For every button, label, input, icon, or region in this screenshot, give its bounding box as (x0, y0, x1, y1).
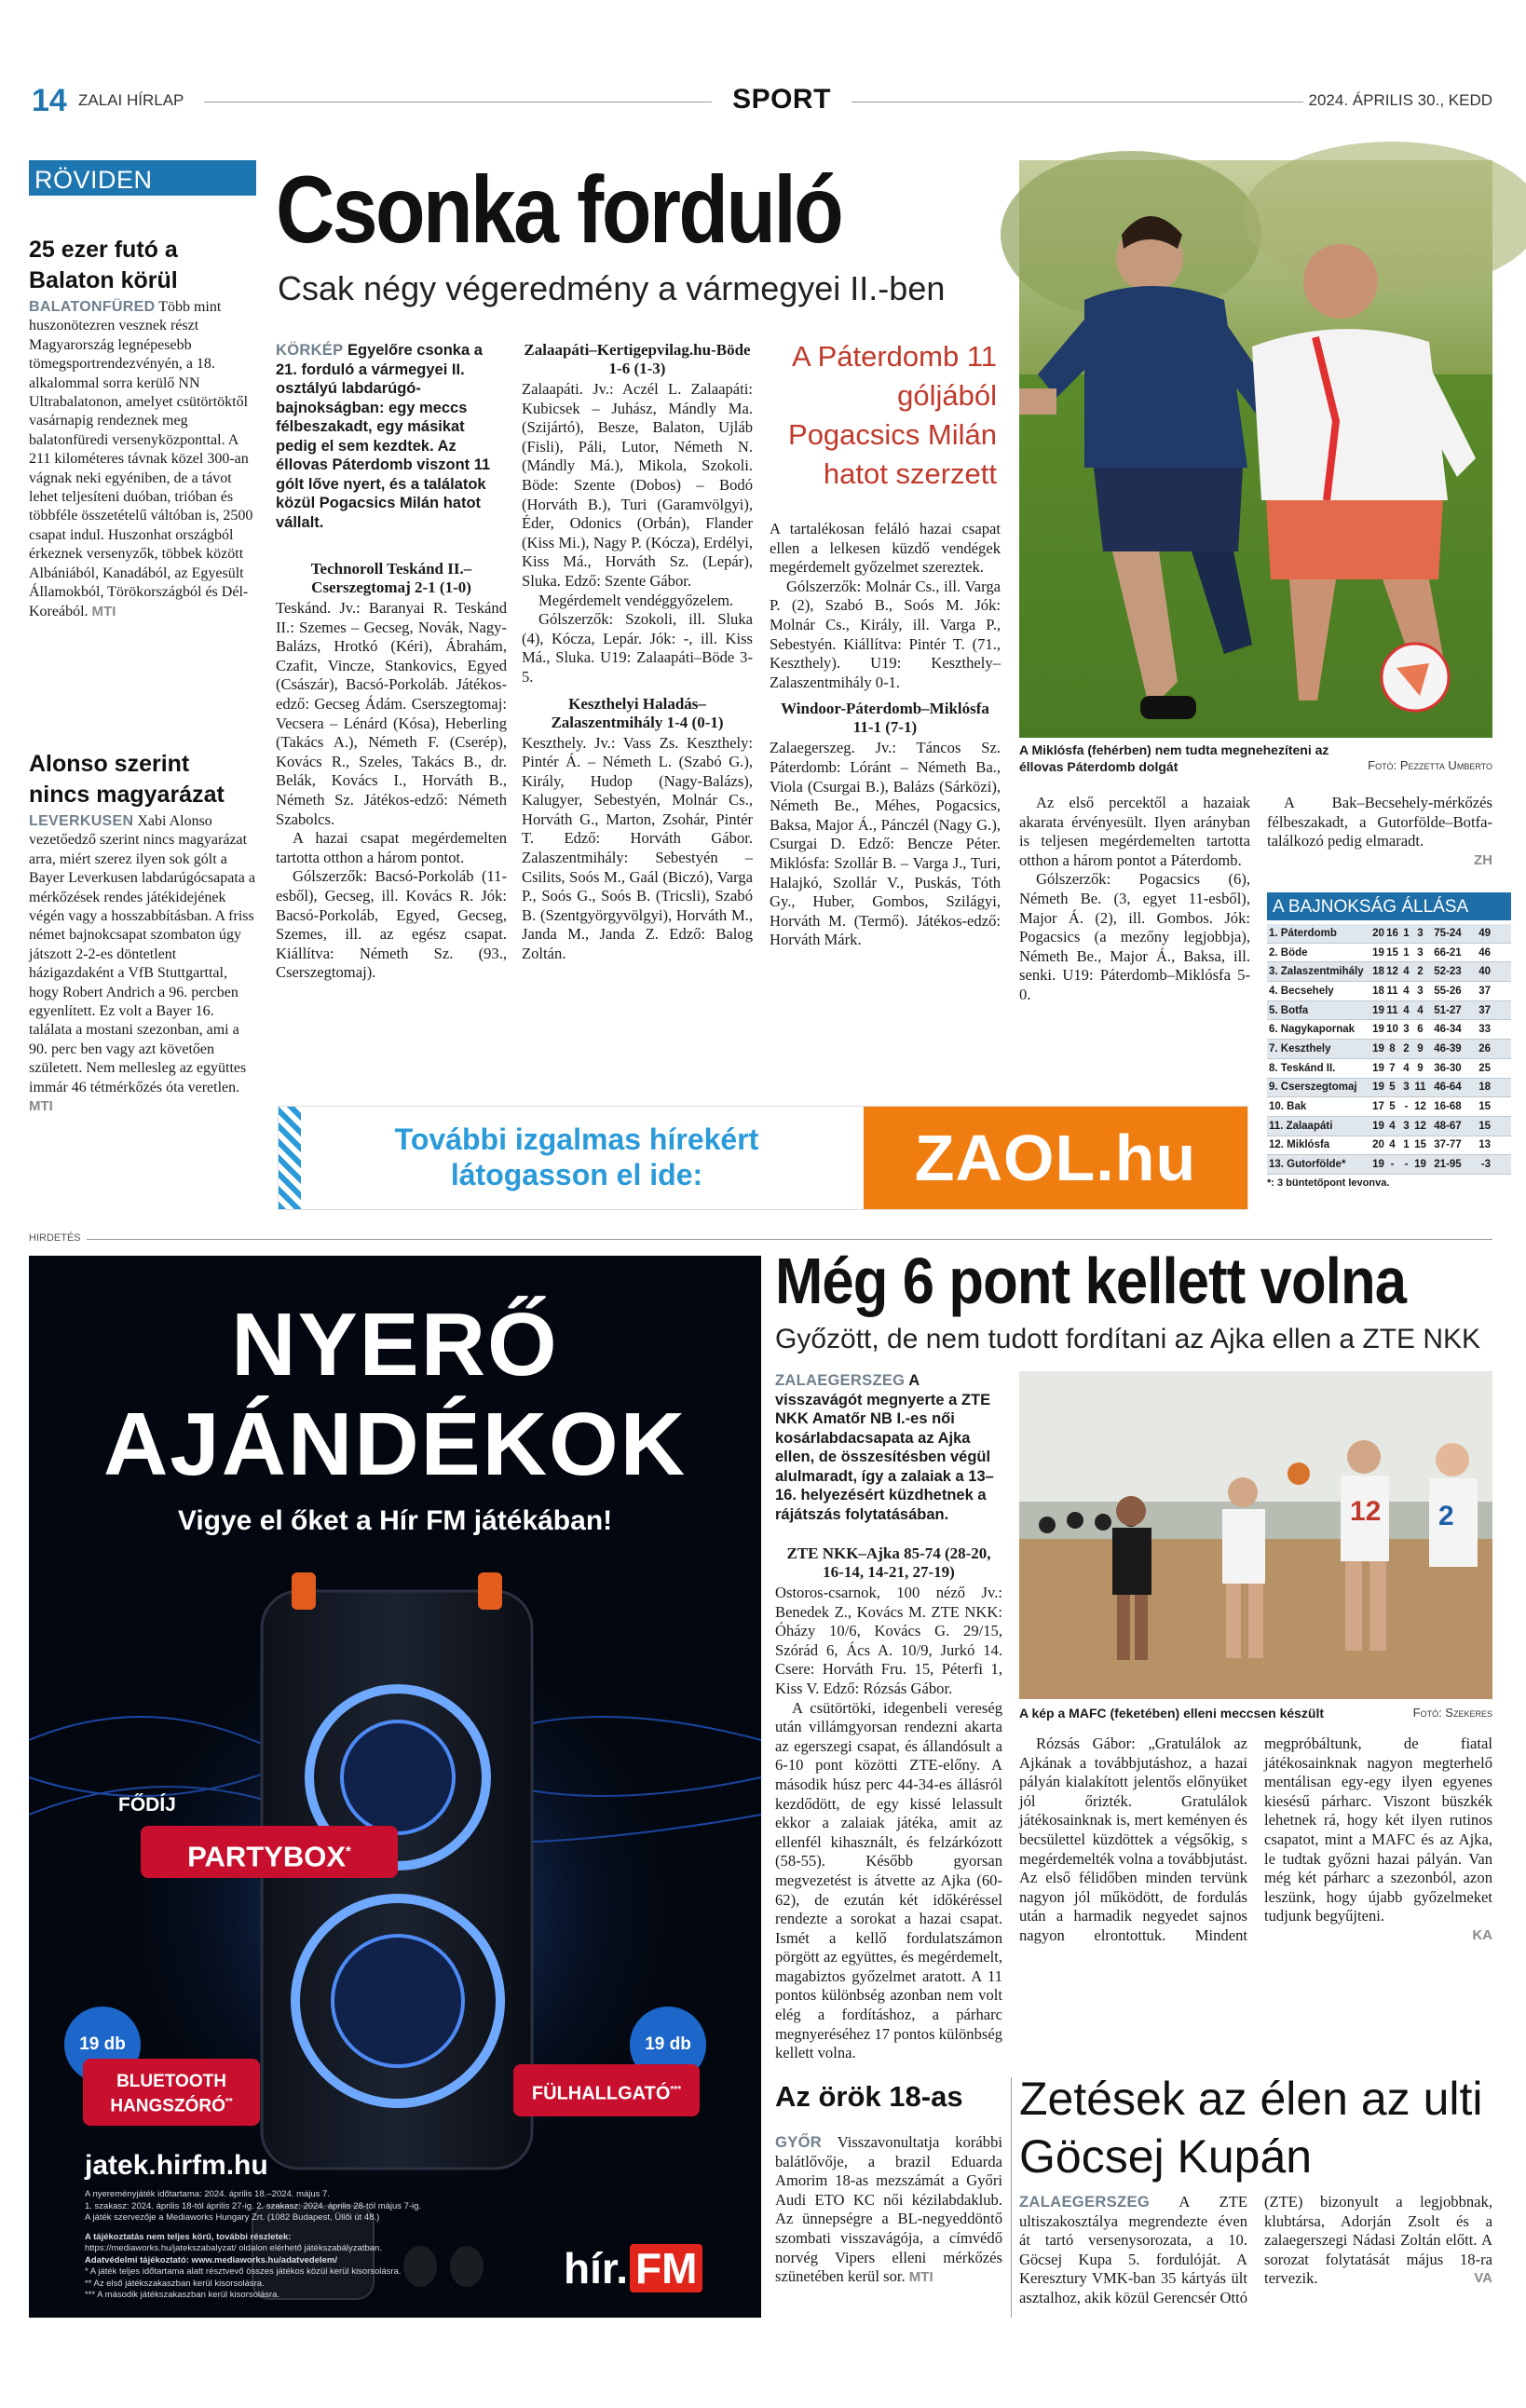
brief-1-body (29, 298, 256, 764)
standings-won: 15 (1386, 946, 1398, 959)
standings-lost: 3 (1417, 946, 1424, 959)
standings-played: 19 (1372, 1120, 1384, 1132)
zetes-body (1019, 2193, 1492, 2320)
standings-goals: 46-34 (1434, 1024, 1462, 1036)
basket-headline: Még 6 pont kellett volna (775, 1245, 1407, 1317)
standings-points: 26 (1478, 1042, 1491, 1054)
brief-1-title: 25 ezer futó a Balaton körül (29, 237, 178, 293)
basket-score-title: ZTE NKK–Ajka 85-74 (28-20, 16-14, 14-21, 27-19) (786, 1544, 991, 1581)
game-2-text: Zalaapáti. Jv.: Aczél L. Zalaapáti: Kubicsek – Juhász, Mándly Ma. (Szijártó), Besze, Balaton, Ujláb (Fisli), Páli, Lutor, Németh N. (Mándly Má.), Mikola, Szokoli. Böde: Szente (Dobos) – Bodó (Horváth B.), Turi (Garamvölgyi), Éder, Odonics (Orbán), Flander (Kiss Mi.), Nagy P. (Kócza), Erdélyi, Kiss Má., Horváth Sz. (Lepár), Sluka. Edző: Szente Gábor. (522, 380, 753, 590)
basket-text-2: A csütörtöki, idegenbeli vereség után villámgyorsan rendezni akarta az egerszegi csapat, és állandósult a 6-10 pont közötti ZTE-előny. A második húsz perc 44-34-es állásról kezdődött, de egy kissé lelassult ekkor a zalaiak játéka, amit az ellenfél kihasznált, és felzárkózott (58-55). Később gyorsan megvezetést is átvette az Ajka (60-62), de ezután két időkéréssel rendezte a sorokat a hazai csapat. Ismét a kellő fordulatszámon pörgött az együttes, és megérdemelt, magabiztos győzelmet aratott. A 11 pontos különbség azonban nem volt elég a fordításhoz, a párharc megnyeréséhez 17 pontos különbség kellett volna. (775, 1698, 1002, 2062)
ad-fine-8: ** Az első játékszakaszban kerül kisorsolásra. (85, 2278, 265, 2289)
standings-points: 46 (1478, 946, 1491, 959)
standings-team-name: 8. Teskánd II. (1269, 1062, 1336, 1074)
standings-points: 37 (1478, 1004, 1491, 1016)
game-5-text: A Bak–Becsehely-mérkőzés félbeszakadt, a Gutorfölde–Botfa-találkozó pedig elmaradt. (1267, 794, 1492, 850)
top-lead-text: Egyelőre csonka a 21. forduló a vármegyei II. osztályú labdarúgó-bajnokságban: egy meccs félbeszakadt, egy másikat pedig el sem kezdtek. Az éllovas Páterdomb viszont 11 gólt lőve nyert, és a találatok közül Pogacsics Milán hatot vállalt. (276, 342, 491, 531)
standings-points: -3 (1480, 1159, 1491, 1171)
banner-stripe (279, 1107, 301, 1209)
game-4-title: Windoor-Páterdomb–Miklósfa 11-1 (7-1) (781, 700, 989, 737)
top-col-2 (522, 341, 753, 1086)
briefs-label: RÖVIDEN (29, 160, 256, 196)
basket-kicker: ZALAEGERSZEG (775, 1372, 906, 1389)
standings-points: 15 (1478, 1101, 1491, 1113)
zetes-title: Zetések az élen az ulti Göcsej Kupán (1019, 2073, 1483, 2183)
ad-fine-7: * A játék teljes időtartama alatt résztvevő összes játékos közül kerül kisorsolásra. (85, 2266, 402, 2277)
ad-bluetooth (83, 2059, 260, 2126)
standings-won: 4 (1389, 1120, 1396, 1132)
ad-title-1: NYERŐ (231, 1295, 559, 1394)
standings-played: 17 (1372, 1101, 1384, 1113)
standings-row (1267, 944, 1511, 963)
standings-team-name: 4. Becsehely (1269, 985, 1334, 997)
brief-2-sig: MTI (29, 1098, 53, 1115)
standings-drawn: 4 (1403, 1062, 1410, 1074)
standings-goals: 46-39 (1434, 1042, 1462, 1054)
ad-fineprint (85, 2189, 513, 2302)
standings-won: 7 (1389, 1062, 1396, 1074)
top-lead (276, 341, 507, 532)
standings-lost: 2 (1417, 966, 1424, 978)
top-col-3 (770, 520, 1001, 1086)
standings-played: 19 (1372, 946, 1384, 959)
standings-won: 16 (1386, 927, 1398, 939)
page-header (32, 82, 1492, 119)
standings-lost: 12 (1414, 1101, 1426, 1113)
standings-team-name: 9. Cserszegtomaj (1269, 1082, 1357, 1094)
standings-played: 19 (1372, 1042, 1384, 1054)
orok-text: Visszavonultatja korábbi balátlővője, a brazil Eduarda Amorim 18-as mezszámát a Győri Audi ETO KC női kézilabdaklub. Az ünnepségre a BL-negyeddöntő szombati visszavágója, a címvédő norvég Vipers elleni mérkőzés szünetében kerül sor. (775, 2133, 1002, 2286)
ad-url[interactable]: jatek.hirfm.hu (85, 2150, 268, 2181)
orok-body (775, 2133, 1002, 2320)
standings-goals: 36-30 (1434, 1062, 1462, 1074)
standings-team-name: 11. Zalaapáti (1269, 1120, 1333, 1132)
zetes-sig: VA (1474, 2270, 1492, 2287)
hirfm-logo[interactable] (564, 2243, 702, 2293)
briefs-column (29, 160, 256, 1213)
ad-count-1: 19 db (64, 2007, 141, 2083)
standings-team-name: 10. Bak (1269, 1101, 1307, 1113)
basket-photo-caption: A kép a MAFC (feketében) elleni meccsen készült (1019, 1706, 1325, 1721)
banner-left (279, 1107, 864, 1209)
basket-sig: KA (1472, 1926, 1492, 1943)
standings-played: 20 (1372, 927, 1384, 939)
standings-played: 20 (1372, 1139, 1384, 1151)
ad-bluetooth-sup: ** (225, 2097, 233, 2107)
standings-goals: 51-27 (1434, 1004, 1462, 1016)
ad-fine-5: https://mediaworks.hu/jatekszabalyzat/ oldalon elérhető játékszabályzatban. (85, 2243, 382, 2253)
standings-drawn: 1 (1403, 946, 1410, 959)
top-sig: ZH (1474, 851, 1492, 868)
football-photo-image (1019, 160, 1492, 738)
basket-col-2 (1019, 1735, 1492, 2051)
standings-lost: 4 (1417, 1004, 1424, 1016)
top-headline: Csonka forduló (276, 156, 842, 263)
standings-goals: 46-64 (1434, 1082, 1462, 1094)
brief-1-kicker: BALATONFÜRED (29, 299, 156, 315)
page-number: 14 (32, 83, 67, 118)
basket-photo-image (1019, 1371, 1492, 1699)
ad-partybox-label: PARTYBOX (187, 1840, 347, 1873)
standings-lost: 6 (1417, 1024, 1424, 1036)
standings-lost: 12 (1414, 1120, 1426, 1132)
standings-team-name: 13. Gutorfölde* (1269, 1159, 1346, 1171)
game-1-text3: Gólszerzők: Bacsó-Porkoláb (11-esből), Gecseg, ill. Kovács R. Jók: Bacsó-Porkoláb, Egyed, Gecseg, Szemes, ill. az egész csapat. Kiállítva: Németh Sz. (93., Cserszegtomaj). (276, 867, 507, 982)
standings-goals: 75-24 (1434, 927, 1462, 939)
brief-2-body (29, 812, 256, 1213)
pull-quote: A Páterdomb 11 góljából Pogacsics Milán hatot szerzett (788, 340, 997, 490)
standings-played: 19 (1372, 1004, 1384, 1016)
zaol-banner[interactable] (278, 1106, 1248, 1210)
standings-played: 19 (1372, 1159, 1384, 1171)
basket-text-3: Rózsás Gábor: „Gratulálok az Ajkának a továbbjutáshoz, a hazai pályán kialakított jelentős előnyüket jól őrizték. Gratulálok játékosainknak is, mert keményen és becsülettel küzdöttek a végsőkig, s megérdemelték volna a továbbjutást. Az első félidőben minden tervünk nagyon jól működött, de fordulás után a harmadik negyedet sajnos nagyon elrontottuk. Mindent megpróbáltunk, de fiatal játékosainknak nagyon megterhelő mentálisan egy-egy ilyen egyenes kiesésű párharc. Viszont büszkék lehetnek rá, hogy két ilyen rutinos csapatot, mint a MAFC és az Ajka, le tudtak győzni hazai pályán. Van még két párharc a szezonból, azon leszünk, hogy újabb győzelmeket tudjunk begyűjteni. (1019, 1735, 1492, 1944)
top-col-5 (1267, 794, 1492, 877)
game-4-text: Zalaegerszeg. Jv.: Táncos Sz. Páterdomb: Lóránt – Németh Ba., Viola (Csurgai B.), Balázs (Sárközi), Németh Be., Méhes, Pogacsics, Baksa, Major Á., Pánczél (Nagy G.), Csurgai D. Edző: Bencze Péter. Miklósfa: Szollár B. – Varga J., Turi, Halajkó, Szollár V., Puskás, Tóth Gy., Huber, Gombos, Szilágyi, Horváth M. (Termő). Játékos-edző: Horváth Márk. (770, 739, 1001, 949)
standings-row (1267, 982, 1511, 1001)
ad-earphones-label: FÜLHALLGATÓ (531, 2083, 671, 2104)
standings-won: 4 (1389, 1139, 1396, 1151)
standings-row (1267, 1040, 1511, 1059)
standings-row (1267, 1020, 1511, 1040)
ad-fine-9: *** A második játékszakaszban kerül kisorsolásra. (85, 2290, 280, 2300)
standings-points: 37 (1478, 985, 1491, 997)
top-col-4 (1019, 794, 1250, 1086)
game-1-title: Technoroll Teskánd II.–Cserszegtomaj 2-1 (1-0) (310, 560, 472, 596)
ad-fine-6: Adatvédelmi tájékoztató: www.mediaworks.hu/adatvedelem/ (85, 2254, 338, 2265)
standings-points: 25 (1478, 1062, 1491, 1074)
ad-earphones-sup: *** (670, 2085, 682, 2095)
standings-points: 15 (1478, 1120, 1491, 1132)
standings-won: 5 (1389, 1082, 1396, 1094)
orok-kicker: GYŐR (775, 2133, 823, 2151)
page-date: 2024. ÁPRILIS 30., KEDD (1308, 91, 1492, 109)
brief-2-title: Alonso szerint nincs magyarázat (29, 751, 225, 808)
standings-points: 40 (1478, 966, 1491, 978)
basket-lead (775, 1371, 1002, 1524)
standings-row (1267, 924, 1511, 944)
standings-note: *: 3 büntetőpont levonva. (1267, 1177, 1390, 1189)
standings-lost: 9 (1417, 1062, 1424, 1074)
standings-row (1267, 962, 1511, 982)
standings-drawn: 4 (1403, 1004, 1410, 1016)
orok-sig: MTI (908, 2269, 933, 2286)
standings-points: 13 (1478, 1139, 1491, 1151)
standings-points: 49 (1478, 927, 1491, 939)
game-1-text: Teskánd. Jv.: Baranyai R. Teskánd II.: Szemes – Gecseg, Novák, Nagy-Balázs, Hrotkó (Kéri), Ábrahám, Czafit, Vincze, Stankovics, Egyed (Császár), Bacsó-Porkoláb. Játékos-edző: Gecseg Ádám. Cserszegtomaj: Vecsera – Lénárd (Kósa), Heberling (Takács A.), Németh F. (Cserép), Kovács R., Szeles, Takács B., dr. Belák, Kovács I., Horváth B., Németh Sz. Játékos-edző: Németh Szabolcs. (276, 599, 507, 828)
standings-played: 19 (1372, 1082, 1384, 1094)
standings-row (1267, 1001, 1511, 1021)
standings-points: 18 (1478, 1082, 1491, 1094)
ad-fine-2: 1. szakasz: 2024. április 18-tól április 27-ig. 2. szakasz: 2024. április 28-tól május 7-ig. (85, 2200, 422, 2211)
standings-drawn: - (1404, 1101, 1409, 1113)
ad-fine-4: A tájékoztatás nem teljes körű, további részletek: (85, 2231, 292, 2242)
brief-1-sig: MTI (91, 603, 116, 619)
game-4-text3: Gólszerzők: Pogacsics (6), Németh Be. (3, egyet 11-esből), Major Á. (2), ill. Gombos. Jók: Pogacsics (a mezőny legjobbja), Németh Be., Major Á., Baksa, ill. senki. U19: Páterdomb–Miklósfa 5-0. (1019, 870, 1250, 1003)
standings-team-name: 7. Keszthely (1269, 1042, 1331, 1054)
football-photo-credit: Fotó: Pezzetta Umberto (1368, 758, 1492, 772)
ad-bluetooth-label: BLUETOOTH HANGSZÓRÓ (110, 2072, 226, 2116)
ad-earphones (513, 2064, 700, 2116)
banner-text: További izgalmas hírekért látogasson el ide: (394, 1122, 759, 1191)
standings-row (1267, 1136, 1511, 1156)
ad-partybox (141, 1826, 398, 1878)
top-kicker: KÖRKÉP (276, 342, 344, 359)
standings-team-name: 1. Páterdomb (1269, 927, 1337, 939)
standings-goals: 55-26 (1434, 985, 1462, 997)
svg-text:12: 12 (1350, 1496, 1382, 1527)
standings-team-name: 5. Botfa (1269, 1004, 1309, 1016)
top-col-1 (276, 341, 507, 1086)
brief-2-kicker: LEVERKUSEN (29, 813, 134, 829)
standings-won: 10 (1386, 1024, 1398, 1036)
standings-goals: 16-68 (1434, 1101, 1462, 1113)
standings-drawn: 3 (1403, 1024, 1410, 1036)
standings-goals: 66-21 (1434, 946, 1462, 959)
standings-drawn: 4 (1403, 985, 1410, 997)
brief-1-text: Több mint huszonötezren vesznek részt Magyarország legnépesebb tömegsportrendezvényén, a 18. alkalommal sorra kerülő NN Ultrabalatonon, amelyet csütörtöktől vasárnapig rendeznek meg balatonfüredi versenyközponttal. A 211 kilométeres távnak közel 300-an vágnak neki egyéniben, de a távot lehet teljesíteni duóban, trióban és többféle összetételű váltóban is, 2500 csapat indul. Huszonhat országból érkeznek versenyzők, többek között Albániából, Kanadából, az Egyesült Államokból, Törökországból és Dél-Koreából. (29, 299, 253, 619)
basket-photo-credit: Fotó: Szekeres (1412, 1706, 1492, 1720)
zetes-text: A ZTE ultiszakosztálya megrendezte éven át tartó versenysorozata, a 10. Göcsej Kupa 5. fordulóját. A Keresztury VMK-ban 35 kártyás ült asztalhoz, akik közül Gerencsér Ottó (ZTE) bizonyult a legjobbnak, klubtársa, Adorján Zsolt és a zalaegerszegi Nádasi Zoltán előtt. A sorozat folytatását május 18-ra tervezik. (1019, 2193, 1492, 2306)
standings-goals: 52-23 (1434, 966, 1462, 978)
standings-row (1267, 1059, 1511, 1079)
paper-name: ZALAI HÍRLAP (78, 91, 184, 109)
orok-title: Az örök 18-as (775, 2080, 963, 2113)
standings-won: 11 (1386, 1004, 1398, 1016)
game-2-text2: Megérdemelt vendéggyőzelem. (538, 591, 734, 609)
standings-won: 11 (1386, 985, 1398, 997)
standings-row (1267, 1097, 1511, 1117)
basket-col-1 (775, 1371, 1002, 2062)
game-3-text2: A tartalékosan feláló hazai csapat ellen a lelkesen küzdő vendégek megérdemelt győzelmet szereztek. (770, 520, 1001, 577)
svg-text:2: 2 (1438, 1501, 1454, 1531)
standings-lost: 15 (1414, 1139, 1426, 1151)
standings-table (1267, 924, 1511, 1189)
zetes-kicker: ZALAEGERSZEG (1019, 2193, 1151, 2211)
game-2-title: Zalaapáti–Kertigepvilag.hu-Böde 1-6 (1-3) (524, 341, 751, 377)
banner-brand[interactable]: ZAOL.hu (864, 1107, 1247, 1209)
ad-fodij: FŐDÍJ (118, 1794, 176, 1816)
zetes-divider (1011, 2077, 1012, 2318)
ad-fine-1: A nyereményjáték időtartama: 2024. április 18.–2024. május 7. (85, 2189, 330, 2199)
standings-won: 12 (1386, 966, 1398, 978)
game-1-text2: A hazai csapat megérdemelten tartotta otthon a három pontot. (276, 829, 507, 866)
game-2-text3: Gólszerzők: Szokoli, ill. Sluka (4), Kócza, Lepár. Jók: -, ill. Kiss Má., Sluka. U19: Zalaapáti–Böde 3-5. (522, 610, 753, 686)
standings-drawn: 1 (1403, 1139, 1410, 1151)
basket-lead-text: A visszavágót megnyerte a ZTE NKK Amatőr NB I.-es női kosárlabdacsapata az Ajka ellen, de összesítésben végül alulmaradt, így a zalaiak a 13–16. helyezésért küzdhetnek a rájátszás folytatásában. (775, 1372, 994, 1523)
standings-drawn: 3 (1403, 1082, 1410, 1094)
basket-text-1: Ostoros-csarnok, 100 néző Jv.: Benedek Z., Kovács M. ZTE NKK: Óházy 10/6, Kovács G. 29/15, Szórád 6, Ács A. 10/9, Jurkó 14. Csere: Horváth Fru. 15, Péterfi 1, Kiss V. Edző: Rózsás Gábor. (775, 1584, 1002, 1697)
hirfm-logo-a: hír. (564, 2244, 629, 2292)
section-title: SPORT (732, 84, 831, 115)
standings-lost: 9 (1417, 1042, 1424, 1054)
standings-row (1267, 1155, 1511, 1175)
ad-fine-3: A játék szervezője a Mediaworks Hungary Zrt. (1082 Budapest, Üllői út 48.) (85, 2212, 380, 2223)
standings-lost: 3 (1417, 985, 1424, 997)
ad-label: HIRDETÉS (29, 1232, 87, 1244)
standings-drawn: 1 (1403, 927, 1410, 939)
standings-won: 8 (1389, 1042, 1396, 1054)
standings-team-name: 6. Nagykapornak (1269, 1024, 1356, 1036)
standings-team-name: 2. Böde (1269, 946, 1308, 959)
standings-drawn: 2 (1403, 1042, 1410, 1054)
game-3-text3: Gólszerzők: Molnár Cs., ill. Varga P. (2), Szabó B., Soós M. Jók: Molnár Cs., Király, ill. Varga P., Sebestyén. Kiállítva: Pintér T. (71., Keszthely). U19: Keszthely–Zalaszentmihály 0-1. (770, 577, 1001, 691)
standings-drawn: 3 (1403, 1120, 1410, 1132)
standings-lost: 11 (1414, 1082, 1426, 1094)
game-3-title: Keszthelyi Haladás–Zalaszentmihály 1-4 (0-1) (551, 694, 724, 731)
standings-row (1267, 1117, 1511, 1136)
advertisement[interactable] (29, 1256, 761, 2318)
standings-goals: 21-95 (1434, 1159, 1462, 1171)
standings-played: 18 (1372, 985, 1384, 997)
standings-played: 19 (1372, 1024, 1384, 1036)
ad-subtitle: Vigye el őket a Hír FM játékában! (177, 1505, 613, 1536)
standings-lost: 3 (1417, 927, 1424, 939)
standings-lost: 19 (1414, 1159, 1426, 1171)
standings-goals: 48-67 (1434, 1120, 1462, 1132)
section-divider (73, 1239, 1492, 1240)
ad-count-2: 19 db (630, 2007, 706, 2083)
standings-drawn: - (1404, 1159, 1409, 1171)
football-photo (1019, 160, 1492, 738)
ad-partybox-sup: * (346, 1843, 351, 1859)
standings-won: 5 (1389, 1101, 1396, 1113)
game-3-text: Keszthely. Jv.: Vass Zs. Keszthely: Pintér Á. – Németh L. (Szabó G.), Király, Hudop (Nagy-Balázs), Kalugyer, Sebestyén, Molnár Cs., Horváth G., Marton, Zsohár, Pintér T. Edző: Horváth Gábor. Zalaszentmihály: Sebestyén – Csilits, Soós M., Gaál (Biczó), Varga P., Soós G., Soós B. (Tricsli), Szabó B. (Szentgyörgyvölgyi), Horváth M., Janda M., Janda Z. Edző: Balog Zoltán. (522, 733, 753, 963)
game-4-text2: Az első percektől a hazaiak akarata érvényesült. Ilyen arányban is teljesen megérdemelten tartotta otthon a három pontot a Páterdomb. (1019, 794, 1250, 869)
standings-played: 18 (1372, 966, 1384, 978)
basket-photo (1019, 1371, 1492, 1699)
standings-team-name: 12. Miklósfa (1269, 1139, 1330, 1151)
football-photo-caption: A Miklósfa (fehérben) nem tudta megnehezíteni az éllovas Páterdomb dolgát (1019, 742, 1329, 774)
standings-won: - (1390, 1159, 1395, 1171)
standings-drawn: 4 (1403, 966, 1410, 978)
ad-title-2: AJÁNDÉKOK (102, 1394, 688, 1494)
hirfm-logo-b: FM (630, 2244, 702, 2292)
basket-subhead: Győzött, de nem tudott fordítani az Ajka ellen a ZTE NKK (775, 1324, 1481, 1354)
brief-2-text: Xabi Alonso vezetőedző szerint nincs magyarázat arra, miért szerez ilyen sok gólt a Bayer Leverkusen labdarúgócsapata a mérkőzések rendes játékidejének végén vagy a hosszabbításban. A friss német bajnokcsapat szombaton úgy játszott 2-2-es döntetlent házigazdaként a VfB Stuttgarttal, hogy Robert Andrich a 96. percben egyenlített. Ez volt a Bayer 16. találata a mostani szezonban, ami a 90. perc ben vagy azt követően született. Nem mellesleg az együttes immár 46 tétmérkőzés óta veretlen. (29, 813, 255, 1095)
standings-title: A BAJNOKSÁG ÁLLÁSA (1267, 892, 1511, 920)
standings-played: 19 (1372, 1062, 1384, 1074)
top-subhead: Csak négy végeredmény a vármegyei II.-ben (278, 269, 946, 307)
standings-row (1267, 1079, 1511, 1098)
standings-goals: 37-77 (1434, 1139, 1462, 1151)
standings-points: 33 (1478, 1024, 1491, 1036)
standings-team-name: 3. Zalaszentmihály (1269, 966, 1364, 978)
